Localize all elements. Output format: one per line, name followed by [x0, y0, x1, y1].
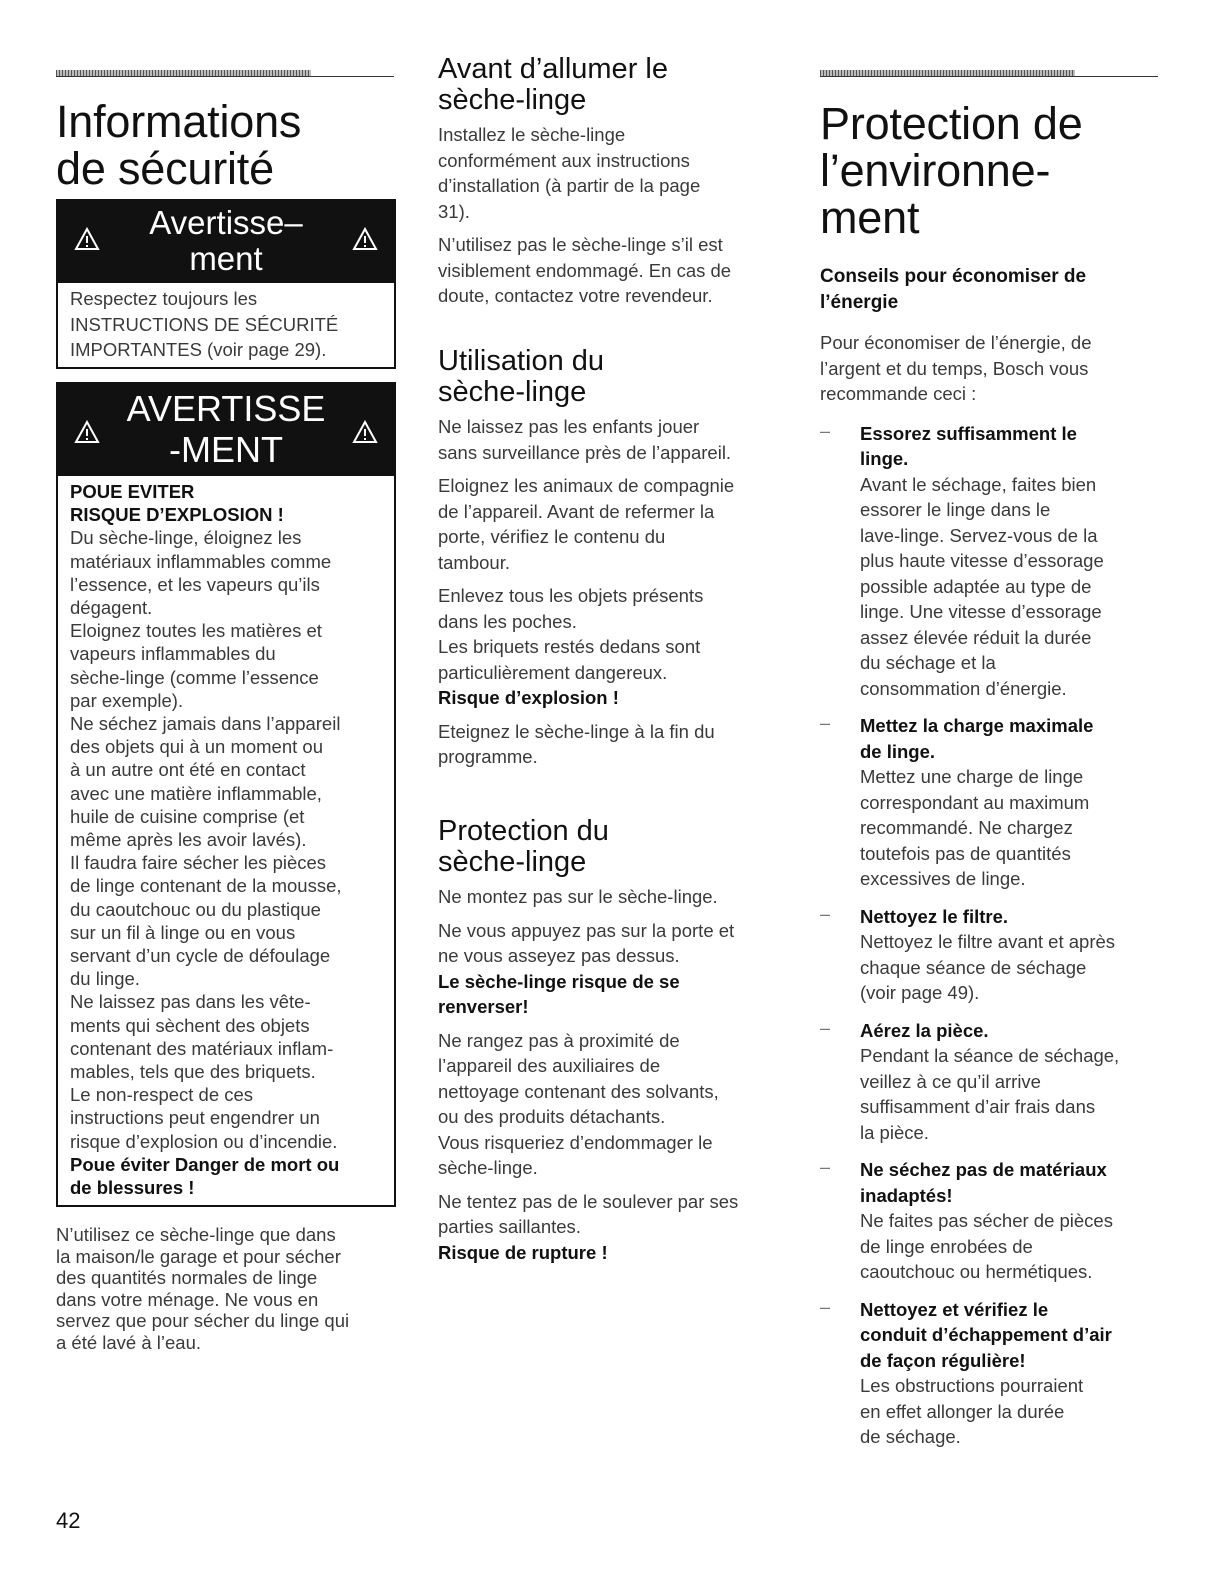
column1-hatch: [56, 70, 311, 76]
paragraph: [438, 414, 783, 465]
paragraph-line: 31).: [438, 200, 470, 222]
warning-2-line: Ne laissez pas dans les vête-: [70, 991, 311, 1013]
page-number: 42: [56, 1508, 81, 1533]
dash-bullet: –: [820, 903, 831, 924]
paragraph-line: dans les poches.: [438, 610, 577, 632]
energy-tips-subtitle: Conseils pour économiser de: [820, 266, 1087, 287]
warning-2-line: Il faudra faire sécher les pièces: [70, 852, 327, 874]
energy-tip-text: en effet allonger la durée: [860, 1400, 1065, 1422]
energy-tip-text: assez élevée réduit la durée: [860, 626, 1092, 648]
paragraph-line: doute, contactez votre revendeur.: [438, 285, 713, 306]
paragraph: [438, 918, 783, 969]
paragraph-line: Eteignez le sèche-linge à la fin du: [438, 720, 715, 742]
energy-tip-text: de séchage.: [860, 1426, 961, 1447]
intro-line: Pour économiser de l’énergie, de: [820, 332, 1092, 353]
paragraph: [438, 473, 783, 575]
paragraph-line: Ne montez pas sur le sèche-linge.: [438, 886, 718, 907]
energy-tip-title: de façon régulière!: [860, 1349, 1026, 1371]
column3-top-rule: [820, 76, 1158, 77]
tip-over-note: renverser!: [438, 996, 529, 1017]
energy-tips-list: [820, 421, 1160, 1450]
warning-2-line: huile de cuisine comprise (et: [70, 805, 305, 827]
energy-tip-title: Aérez la pièce.: [860, 1019, 989, 1041]
column3-hatch: [820, 70, 1075, 76]
warning-2-line: instructions peut engendrer un: [70, 1107, 320, 1129]
energy-tip-title: Nettoyez et vérifiez le: [860, 1298, 1049, 1320]
energy-tip-title: inadaptés!: [860, 1184, 953, 1206]
usage-note-line: dans votre ménage. Ne vous en: [56, 1288, 319, 1310]
warning-triangle-icon: [352, 227, 378, 251]
warning-box-2-title-line1: AVERTISSE: [126, 388, 326, 429]
warning-box-2: [56, 382, 396, 1207]
section-title-protection: Protection du: [438, 815, 609, 847]
warning-2-tail: de blessures !: [70, 1177, 195, 1199]
energy-tip-text: Pendant la séance de séchage,: [860, 1045, 1120, 1066]
warning-box-2-title-line2: -MENT: [169, 429, 283, 470]
energy-tip-title: de linge.: [860, 740, 936, 762]
warning-2-line: Ne séchez jamais dans l’appareil: [70, 713, 341, 735]
safety-title-line2: de sécurité: [56, 143, 274, 194]
warning-2-line: de linge contenant de la mousse,: [70, 875, 342, 897]
section-title-usage: Utilisation du: [438, 345, 605, 377]
warning-2-line: du caoutchouc ou du plastique: [70, 898, 321, 920]
warning-2-lead: RISQUE D’EXPLOSION !: [70, 504, 284, 526]
warning-box-2-body: [58, 476, 394, 1205]
warning-2-line: matériaux inflammables comme: [70, 550, 332, 572]
energy-tip-text: Ne faites pas sécher de pièces: [860, 1210, 1113, 1231]
usage-note-line: a été lavé à l’eau.: [56, 1331, 202, 1353]
warning-box-2-header: [58, 384, 394, 476]
breakage-risk-note: Risque de rupture !: [438, 1241, 608, 1263]
column1-top-rule: [56, 76, 394, 77]
energy-tip-text: la pièce.: [860, 1121, 929, 1143]
energy-tip-text: correspondant au maximum: [860, 791, 1090, 813]
energy-tip-text: suffisamment d’air frais dans: [860, 1096, 1096, 1117]
warning-2-line: sur un fil à linge ou en vous: [70, 921, 296, 943]
paragraph-line: Enlevez tous les objets présents: [438, 585, 704, 606]
paragraph-line: de l’appareil. Avant de refermer la: [438, 500, 715, 522]
warning-2-line: Le non-respect de ces: [70, 1084, 254, 1106]
environment-title-line: ment: [820, 192, 920, 243]
energy-tip-title: conduit d’échappement d’air: [860, 1324, 1112, 1345]
usage-note: [56, 1224, 396, 1353]
paragraph-line: Ne rangez pas à proximité de: [438, 1029, 680, 1051]
warning-2-tail: Poue éviter Danger de mort ou: [70, 1153, 340, 1175]
warning-2-line: servant d’un cycle de défoulage: [70, 945, 331, 967]
paragraph-line: Ne laissez pas les enfants jouer: [438, 416, 700, 437]
warning-2-line: avec une matière inflammable,: [70, 782, 322, 804]
warning-triangle-icon: [74, 420, 100, 444]
energy-tip-text: de linge enrobées de: [860, 1235, 1033, 1257]
warning-2-line: sèche-linge (comme l’essence: [70, 666, 319, 688]
warning-box-1: [56, 199, 396, 369]
warning-triangle-icon: [74, 227, 100, 251]
tip-over-note: Le sèche-linge risque de se: [438, 970, 680, 992]
paragraph-line: ou des produits détachants.: [438, 1106, 666, 1127]
energy-tip-text: lave-linge. Servez-vous de la: [860, 524, 1098, 546]
energy-tip-text: Nettoyez le filtre avant et après: [860, 931, 1116, 952]
paragraph-line: sèche-linge.: [438, 1157, 538, 1178]
paragraph: [438, 1189, 783, 1240]
energy-tip-title: linge.: [860, 448, 909, 469]
paragraph-line: programme.: [438, 746, 538, 767]
usage-note-line: la maison/le garage et pour sécher: [56, 1245, 341, 1267]
paragraph-line: particulièrement dangereux.: [438, 661, 668, 683]
paragraph: [438, 122, 783, 224]
energy-tip-title: Essorez suffisamment le: [860, 422, 1077, 444]
energy-tip-text: excessives de linge.: [860, 868, 1026, 889]
warning-2-line: par exemple).: [70, 689, 184, 711]
intro-line: recommande ceci :: [820, 383, 977, 404]
energy-tip-item: [820, 1018, 1160, 1146]
warning-2-line: des objets qui à un moment ou: [70, 736, 323, 758]
energy-tip-text: possible adaptée au type de: [860, 575, 1092, 597]
section-title-protection: sèche-linge: [438, 846, 587, 878]
energy-tip-text: toutefois pas de quantités: [860, 842, 1071, 864]
energy-tip-title: Nettoyez le filtre.: [860, 905, 1009, 927]
paragraph-line: Ne vous appuyez pas sur la porte et: [438, 919, 735, 941]
dash-bullet: –: [820, 420, 831, 441]
environment-title-line: Protection de: [820, 98, 1083, 149]
paragraph-line: Eloignez les animaux de compagnie: [438, 475, 735, 496]
paragraph-line: Vous risqueriez d’endommager le: [438, 1131, 713, 1153]
energy-tip-title: Ne séchez pas de matériaux: [860, 1159, 1107, 1180]
warning-2-line: Du sèche-linge, éloignez les: [70, 527, 302, 549]
environment-title-line: l’environne-: [820, 145, 1051, 196]
paragraph: [438, 1028, 783, 1181]
dash-bullet: –: [820, 713, 831, 733]
energy-tip-text: linge. Une vitesse d’essorage: [860, 601, 1102, 622]
energy-tip-text: Avant le séchage, faites bien: [860, 473, 1097, 495]
warning-2-text: [70, 526, 382, 1152]
paragraph: [438, 232, 783, 309]
energy-tip-text: (voir page 49).: [860, 982, 980, 1003]
energy-tip-text: essorer le linge dans le: [860, 499, 1051, 520]
energy-tip-text: recommandé. Ne chargez: [860, 817, 1073, 838]
warning-triangle-icon: [352, 420, 378, 444]
energy-tip-text: caoutchouc ou hermétiques.: [860, 1261, 1093, 1282]
paragraph-line: Ne tentez pas de le soulever par ses: [438, 1190, 739, 1212]
dash-bullet: –: [820, 1296, 831, 1317]
warning-box-1-title-line1: Avertisse–: [149, 204, 303, 241]
energy-tips-subtitle: l’énergie: [820, 292, 899, 313]
warning-box-1-header: [58, 201, 394, 283]
explosion-risk-note: Risque d’explosion !: [438, 687, 619, 708]
warning-2-lead: POUE EVITER: [70, 481, 195, 502]
energy-tip-item: [820, 904, 1160, 1006]
paragraph-line: parties saillantes.: [438, 1216, 581, 1237]
energy-tip-text: chaque séance de séchage: [860, 956, 1087, 978]
paragraph-line: d’installation (à partir de la page: [438, 175, 701, 196]
energy-tip-text: du séchage et la: [860, 652, 996, 673]
paragraph: [438, 719, 783, 770]
intro-line: l’argent et du temps, Bosch vous: [820, 357, 1089, 379]
warning-1-line: IMPORTANTES (voir page 29).: [70, 339, 327, 360]
warning-box-1-title-line2: ment: [189, 240, 263, 277]
warning-2-line: du linge.: [70, 968, 140, 990]
paragraph-line: tambour.: [438, 551, 510, 573]
warning-2-line: à un autre ont été en contact: [70, 759, 306, 781]
energy-tip-item: [820, 1157, 1160, 1285]
energy-tip-text: Mettez une charge de linge: [860, 766, 1084, 787]
paragraph-line: l’appareil des auxiliaires de: [438, 1055, 661, 1076]
dash-bullet: –: [820, 1157, 831, 1177]
paragraph-line: Installez le sèche-linge: [438, 124, 626, 145]
warning-2-line: ments qui sèchent des objets: [70, 1014, 310, 1036]
warning-1-line: Respectez toujours les: [70, 288, 258, 309]
warning-2-line: contenant des matériaux inflam-: [70, 1037, 334, 1059]
paragraph-line: nettoyage contenant des solvants,: [438, 1080, 719, 1102]
section-title-usage: sèche-linge: [438, 376, 587, 408]
warning-2-line: risque d’explosion ou d’incendie.: [70, 1130, 338, 1152]
energy-tip-text: plus haute vitesse d’essorage: [860, 550, 1104, 571]
warning-2-line: mables, tels que des briquets.: [70, 1061, 316, 1083]
energy-tip-title: Mettez la charge maximale: [860, 715, 1094, 736]
dash-bullet: –: [820, 1017, 831, 1038]
energy-tip-item: [820, 421, 1160, 702]
warning-2-line: dégagent.: [70, 597, 153, 619]
section-title-before-start: sèche-linge: [438, 84, 587, 116]
warning-box-1-body: [58, 283, 394, 367]
warning-2-line: l’essence, et les vapeurs qu’ils: [70, 573, 320, 595]
paragraph-line: N’utilisez pas le sèche-linge s’il est: [438, 234, 723, 255]
energy-tip-text: veillez à ce qu’il arrive: [860, 1070, 1041, 1092]
paragraph-line: conformément aux instructions: [438, 149, 690, 171]
usage-note-line: des quantités normales de linge: [56, 1267, 318, 1288]
energy-intro: [820, 330, 1160, 407]
paragraph-line: porte, vérifiez le contenu du: [438, 526, 666, 547]
warning-2-line: même après les avoir lavés).: [70, 829, 307, 851]
safety-title-line1: Informations: [56, 96, 302, 147]
paragraph-line: visiblement endommagé. En cas de: [438, 259, 732, 281]
warning-2-line: Eloignez toutes les matières et: [70, 620, 322, 642]
paragraph-line: ne vous asseyez pas dessus.: [438, 945, 680, 966]
paragraph-line: sans surveillance près de l’appareil.: [438, 441, 732, 463]
energy-tip-item: [820, 1297, 1160, 1450]
energy-tip-text: Les obstructions pourraient: [860, 1375, 1084, 1396]
energy-tip-item: [820, 713, 1160, 892]
warning-2-line: vapeurs inflammables du: [70, 643, 276, 665]
paragraph-line: Les briquets restés dedans sont: [438, 636, 701, 657]
paragraph: [438, 884, 783, 910]
warning-1-line: INSTRUCTIONS DE SÉCURITÉ: [70, 313, 339, 335]
usage-note-line: N’utilisez ce sèche-linge que dans: [56, 1224, 336, 1245]
usage-note-line: servez que pour sécher du linge qui: [56, 1310, 350, 1331]
section-title-before-start: Avant d’allumer le: [438, 53, 668, 85]
energy-tip-text: consommation d’énergie.: [860, 677, 1067, 699]
paragraph: [438, 583, 783, 685]
